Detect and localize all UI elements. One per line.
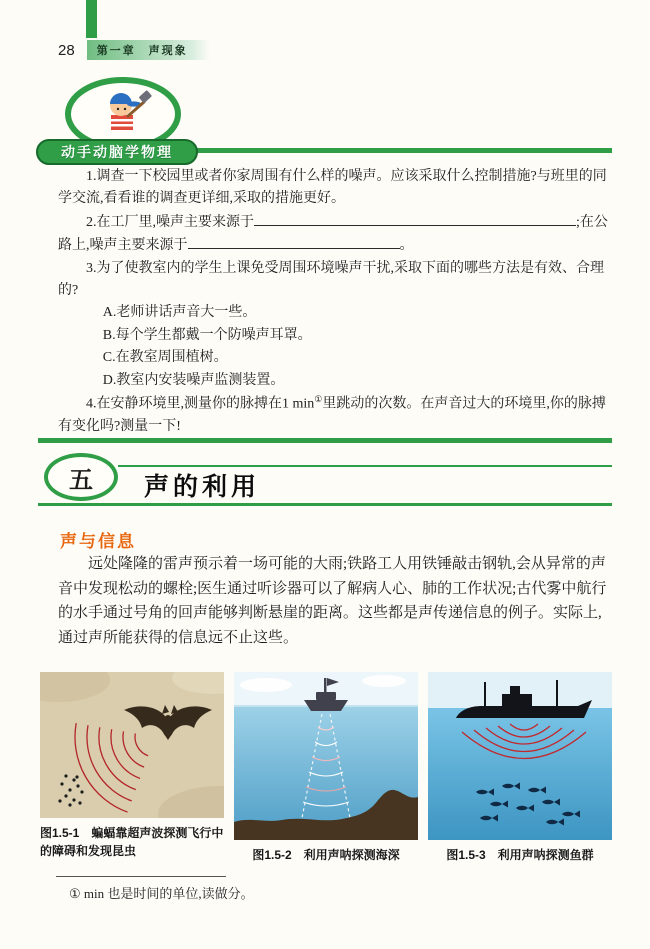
figure-fish-finder xyxy=(428,672,612,864)
section-header xyxy=(38,452,612,506)
figure-3-caption: 图1.5-3 利用声呐探测鱼群 xyxy=(446,848,594,862)
section-paragraph: 远处隆隆的雷声预示着一场可能的大雨;铁路工人用铁锤敲击钢轨,会从异常的声音中发现松动的螺栓;医生通过听诊器可以了解病人心、肺的工作状况;古代雾中航行的水手通过号角的回声能够判断悬崖的距离。这些都是声传递信息的例子。实际上,通过声所能获得的信息远不止这些。 xyxy=(58,556,607,646)
footnote-rule xyxy=(56,876,226,877)
question-4-text-2: 里跳动的次数。在声音过大的环境里,你的脉搏有变化吗?测量一下! xyxy=(58,396,606,434)
footnote-marker: ① xyxy=(314,393,323,404)
activity-banner: 动手动脑学物理 xyxy=(36,139,198,165)
question-3: 3.为了使教室内的学生上课免受周围环境噪声干扰,采取下面的哪些方法是有效、合理的? xyxy=(58,260,604,298)
page-number: 28 xyxy=(58,41,75,59)
question-2-text-2: ;在公路上,噪声主要来源于 xyxy=(58,214,608,254)
footnote: ① min 也是时间的单位,读做分。 xyxy=(69,886,254,901)
section-title: 声的利用 xyxy=(144,473,261,501)
figure-2-caption: 图1.5-2 利用声呐探测海深 xyxy=(252,848,400,862)
subsection-heading: 声与信息 xyxy=(60,532,136,551)
exercise-questions xyxy=(58,166,614,438)
option-d: D.教室内安装噪声监测装置。 xyxy=(102,372,285,388)
bat-illustration xyxy=(40,672,224,818)
question-4-text: 4.在安静环境里,测量你的脉搏在1 min xyxy=(86,396,315,412)
figure-row xyxy=(40,672,612,864)
section-rule-bottom xyxy=(38,503,612,506)
fill-in-blank-2 xyxy=(188,234,400,249)
option-a: A.老师讲话声音大一些。 xyxy=(102,305,257,321)
chapter-title: 第一章 声现象 xyxy=(87,40,210,60)
question-2-period: 。 xyxy=(399,238,414,254)
figure-bat xyxy=(40,672,224,860)
fish-finder-illustration xyxy=(428,672,612,840)
banner-rule xyxy=(186,148,612,153)
question-1: 1.调查一下校园里或者你家周围有什么样的噪声。应该采取什么控制措施?与班里的同学交流,看看谁的调查更详细,采取的措施更好。 xyxy=(58,169,607,207)
option-b: B.每个学生都戴一个防噪声耳罩。 xyxy=(102,327,312,343)
section-number-badge: 五 xyxy=(44,453,118,501)
sonar-depth-illustration xyxy=(234,672,418,840)
figure-sonar-depth xyxy=(234,672,418,864)
chapter-edge-tab xyxy=(86,0,97,38)
question-4 xyxy=(58,392,614,438)
page-header xyxy=(58,40,210,60)
option-c: C.在教室周围植树。 xyxy=(102,350,228,366)
question-2-text: 2.在工厂里,噪声主要来源于 xyxy=(86,214,254,230)
question-2 xyxy=(58,211,614,258)
section-divider xyxy=(38,438,612,443)
figure-1-caption: 图1.5-1 蝙蝠靠超声波探测飞行中的障碍和发现昆虫 xyxy=(40,826,224,858)
fill-in-blank-1 xyxy=(254,211,576,226)
